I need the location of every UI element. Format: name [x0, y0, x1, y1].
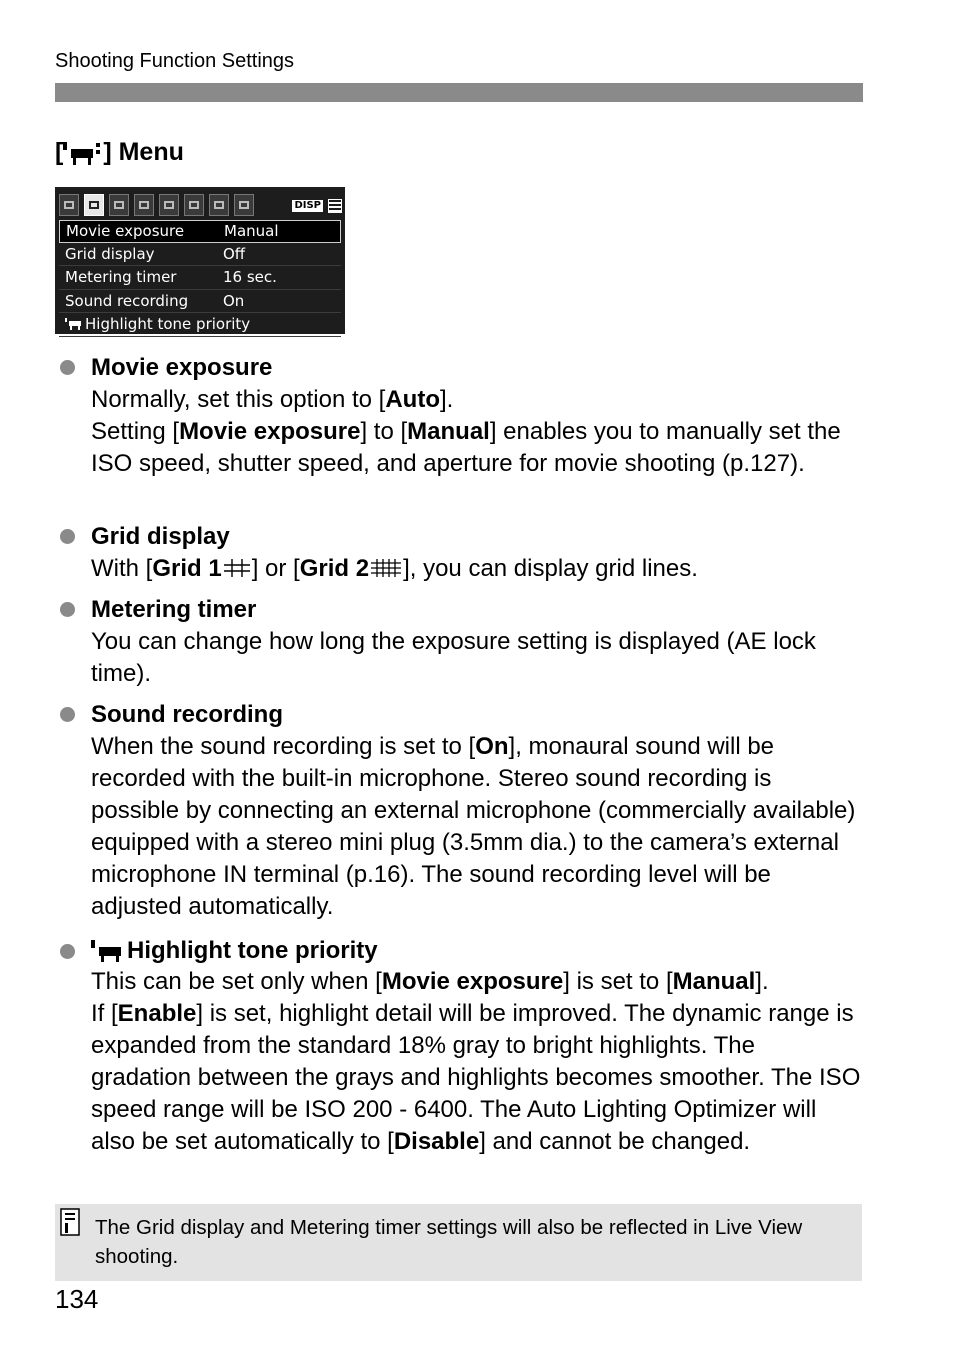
note-box [55, 1204, 862, 1281]
bullet [60, 944, 75, 959]
emphasis: Manual [672, 968, 756, 995]
tab-shooting-1 [59, 194, 79, 216]
entry-title: Metering timer [91, 596, 257, 623]
menu-row-value: Manual [224, 222, 279, 241]
text: ] to [ [360, 418, 408, 445]
text: Setting [ [91, 418, 180, 445]
text: ] is set to [ [563, 968, 673, 995]
menu-list-icon [328, 199, 342, 213]
entry-body [91, 594, 861, 690]
emphasis: Movie exposure [179, 418, 361, 445]
emphasis: Disable [393, 1128, 480, 1155]
text: ] or [ [251, 555, 300, 582]
text: ] and cannot be changed. [479, 1128, 751, 1155]
menu-row-value: On [223, 291, 245, 310]
entry-paragraph [91, 731, 861, 923]
entry-body [91, 521, 861, 585]
tab-playback-1 [109, 194, 129, 216]
grid-1-icon [222, 557, 252, 579]
header-title: Shooting Function Settings [55, 50, 295, 72]
menu-rows [59, 220, 341, 337]
bullet [60, 360, 75, 375]
tab-playback-2 [134, 194, 154, 216]
text: When the sound recording is set to [ [91, 733, 476, 760]
text: ] enables you to manually set the ISO speed, shutter speed, and aperture for movie shooting (p.127). [91, 418, 841, 477]
menu-row-label: Movie exposure [66, 222, 185, 241]
tab-setup-1 [159, 194, 179, 216]
menu-row-metering-timer [59, 266, 341, 290]
grid-2-icon [369, 557, 403, 579]
bullet [60, 602, 75, 617]
section-open-bracket: [ [55, 138, 64, 166]
entry-title: Movie exposure [91, 354, 273, 381]
section-title [55, 138, 184, 167]
menu-row-value: 16 sec. [223, 268, 277, 287]
text: ], you can display grid lines. [403, 555, 698, 582]
movie-camera-icon [91, 939, 127, 963]
entry-paragraph [91, 998, 861, 1158]
menu-row-label: Sound recording [65, 291, 189, 310]
entry-title [91, 936, 861, 966]
menu-row-label [59, 315, 250, 333]
entry-paragraph: You can change how long the exposure setting is displayed (AE lock time). [91, 628, 816, 687]
movie-camera-icon [63, 140, 103, 166]
tab-setup-3 [209, 194, 229, 216]
emphasis: Manual [407, 418, 490, 445]
bullet [60, 529, 75, 544]
menu-row-label: Metering timer [65, 268, 177, 287]
tab-movie [84, 194, 104, 216]
menu-row-label-text: Highlight tone priority [85, 315, 251, 334]
page-number: 134 [55, 1284, 99, 1314]
camera-menu-screen [55, 187, 345, 334]
text: This can be set only when [ [91, 968, 382, 995]
menu-row-value: Off [223, 244, 246, 263]
entry-body [91, 352, 861, 480]
menu-row-grid-display [59, 243, 341, 267]
entry-paragraph [91, 553, 861, 585]
text: If [ [91, 1000, 118, 1027]
note-text: The Grid display and Metering timer settings will also be reflected in Live View shooting. [95, 1216, 803, 1268]
entry-title: Sound recording [91, 701, 283, 728]
text: ]. [755, 968, 769, 995]
emphasis: Grid 1 [152, 555, 222, 582]
emphasis: Movie exposure [381, 968, 564, 995]
menu-row-sound-recording [59, 290, 341, 314]
entry-paragraph [91, 384, 861, 416]
text: Normally, set this option to [ [91, 386, 386, 413]
menu-row-movie-exposure [59, 220, 341, 243]
entry-title: Grid display [91, 523, 230, 550]
header-bar [55, 83, 863, 102]
text: ]. [440, 386, 454, 413]
disp-badge: DISP [294, 200, 321, 211]
tab-custom-function [234, 194, 254, 216]
entry-title-text: Highlight tone priority [127, 937, 378, 964]
movie-camera-icon [65, 317, 83, 331]
emphasis: Auto [385, 386, 440, 413]
tab-setup-2 [184, 194, 204, 216]
entry-body [91, 699, 861, 923]
menu-row-label: Grid display [65, 244, 155, 263]
bullet [60, 707, 75, 722]
entry-paragraph [91, 966, 861, 998]
menu-row-highlight-tone-priority [59, 313, 341, 337]
emphasis: On [475, 733, 509, 760]
emphasis: Grid 2 [299, 555, 370, 582]
entry-body [91, 936, 861, 1158]
memo-icon [60, 1208, 80, 1236]
section-close-bracket: ] Menu [103, 138, 184, 166]
text: ], monaural sound will be recorded with the built-in microphone. Stereo sound recording is possible by connecting an external microphone (commercially available) equipped with a stereo mini plug (3.5mm dia.) to the camera’s external microphone IN terminal (p.16). The sound recording level will be adjusted automatically. [91, 733, 856, 920]
text: With [ [91, 555, 153, 582]
emphasis: Enable [117, 1000, 197, 1027]
text: ] is set, highlight detail will be improved. The dynamic range is expanded from the standard 18% gray to bright highlights. The gradation between the grays and highlights becomes smoother. The ISO speed range will be ISO 200 - 6400. The Auto Lighting Optimizer will also be set automatically to [ [91, 1000, 861, 1155]
entry-paragraph [91, 416, 861, 480]
